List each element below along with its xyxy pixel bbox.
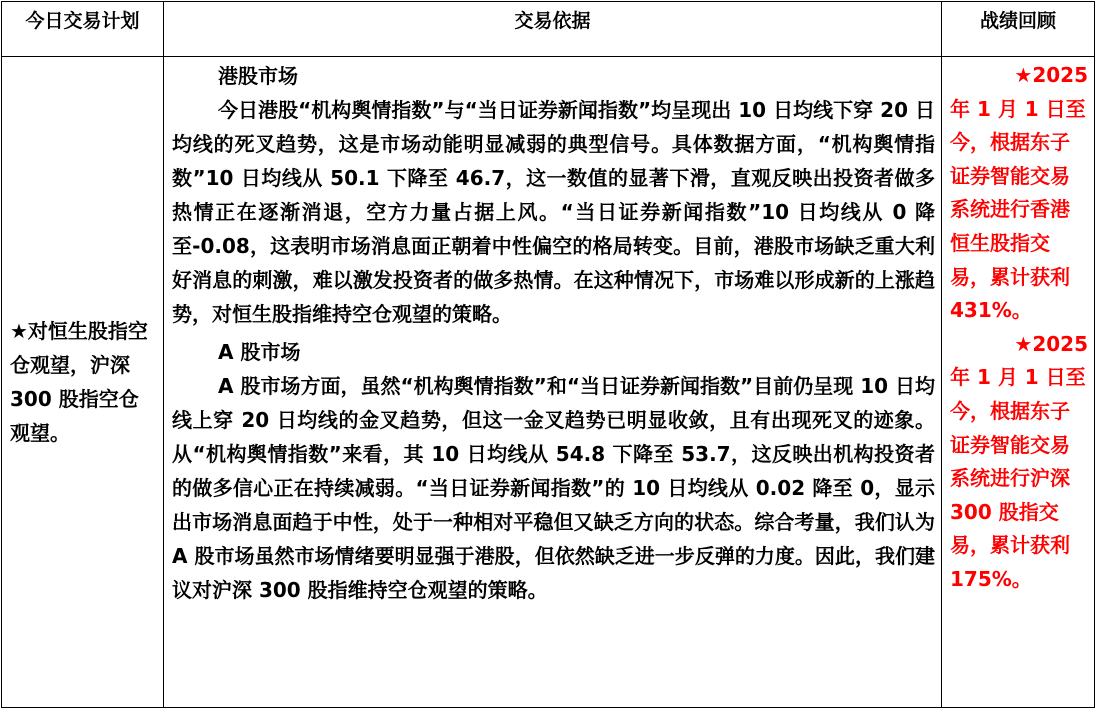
review-a-star: ★2025 [1014, 331, 1088, 356]
header-row [2, 2, 1095, 57]
review-entry-hk [950, 59, 1088, 328]
content-row [2, 57, 1095, 708]
trading-plan-table [1, 1, 1095, 708]
a-share-section-title: A 股市场 [218, 340, 301, 364]
basis-cell [164, 57, 942, 708]
review-hk-text: 年 1 月 1 日至今，根据东子证券智能交易系统进行香港恒生股指交易，累计获利 431%。 [950, 96, 1086, 323]
review-cell [942, 57, 1095, 708]
hk-section-title: 港股市场 [218, 64, 298, 88]
header-review: 战绩回顾 [942, 2, 1095, 57]
a-share-section-text: A 股市场方面，虽然“机构舆情指数”和“当日证券新闻指数”目前仍呈现 10 日均线上穿 20 日均线的金叉趋势，但这一金叉趋势已明显收敛，且有出现死叉的迹象。从“机构舆情指数”来看，其 10 日均线从 54.8 下降至 53.7，这反映出机构投资者的做多信心正在持续减弱。“当日证券新闻指数”的 10 日均线从 0.02 降至 0，显示出市场消息面趋于中性，处于一种相对平稳但又缺乏方向的状态。综合考量，我们认为 A 股市场虽然市场情绪要明显强于港股，但依然缺乏进一步反弹的力度。因此，我们建议对沪深 300 股指维持空仓观望的策略。 [172, 374, 935, 602]
review-entry-a-share [950, 328, 1088, 597]
plan-text: ★对恒生股指空仓观望，沪深 300 股指空仓观望。 [10, 319, 148, 445]
header-basis: 交易依据 [164, 2, 942, 57]
plan-cell [2, 57, 164, 708]
hk-section-text: 今日港股“机构舆情指数”与“当日证券新闻指数”均呈现出 10 日均线下穿 20 日均线的死叉趋势，这是市场动能明显减弱的典型信号。具体数据方面，“机构舆情指数”10 日均线从 50.1 下降至 46.7，这一数值的显著下滑，直观反映出投资者做多热情正在逐渐消退，空方力量占据上风。“当日证券新闻指数”10 日均线从 0 降至-0.08，这表明市场消息面正朝着中性偏空的格局转变。目前，港股市场缺乏重大利好消息的刺激，难以激发投资者的做多热情。在这种情况下，市场难以形成新的上涨趋势，对恒生股指维持空仓观望的策略。 [172, 98, 935, 326]
review-a-text: 年 1 月 1 日至今，根据东子证券智能交易系统进行沪深 300 股指交易，累计获利 175%。 [950, 365, 1086, 591]
review-hk-star: ★2025 [1014, 63, 1088, 87]
header-plan: 今日交易计划 [2, 2, 164, 57]
